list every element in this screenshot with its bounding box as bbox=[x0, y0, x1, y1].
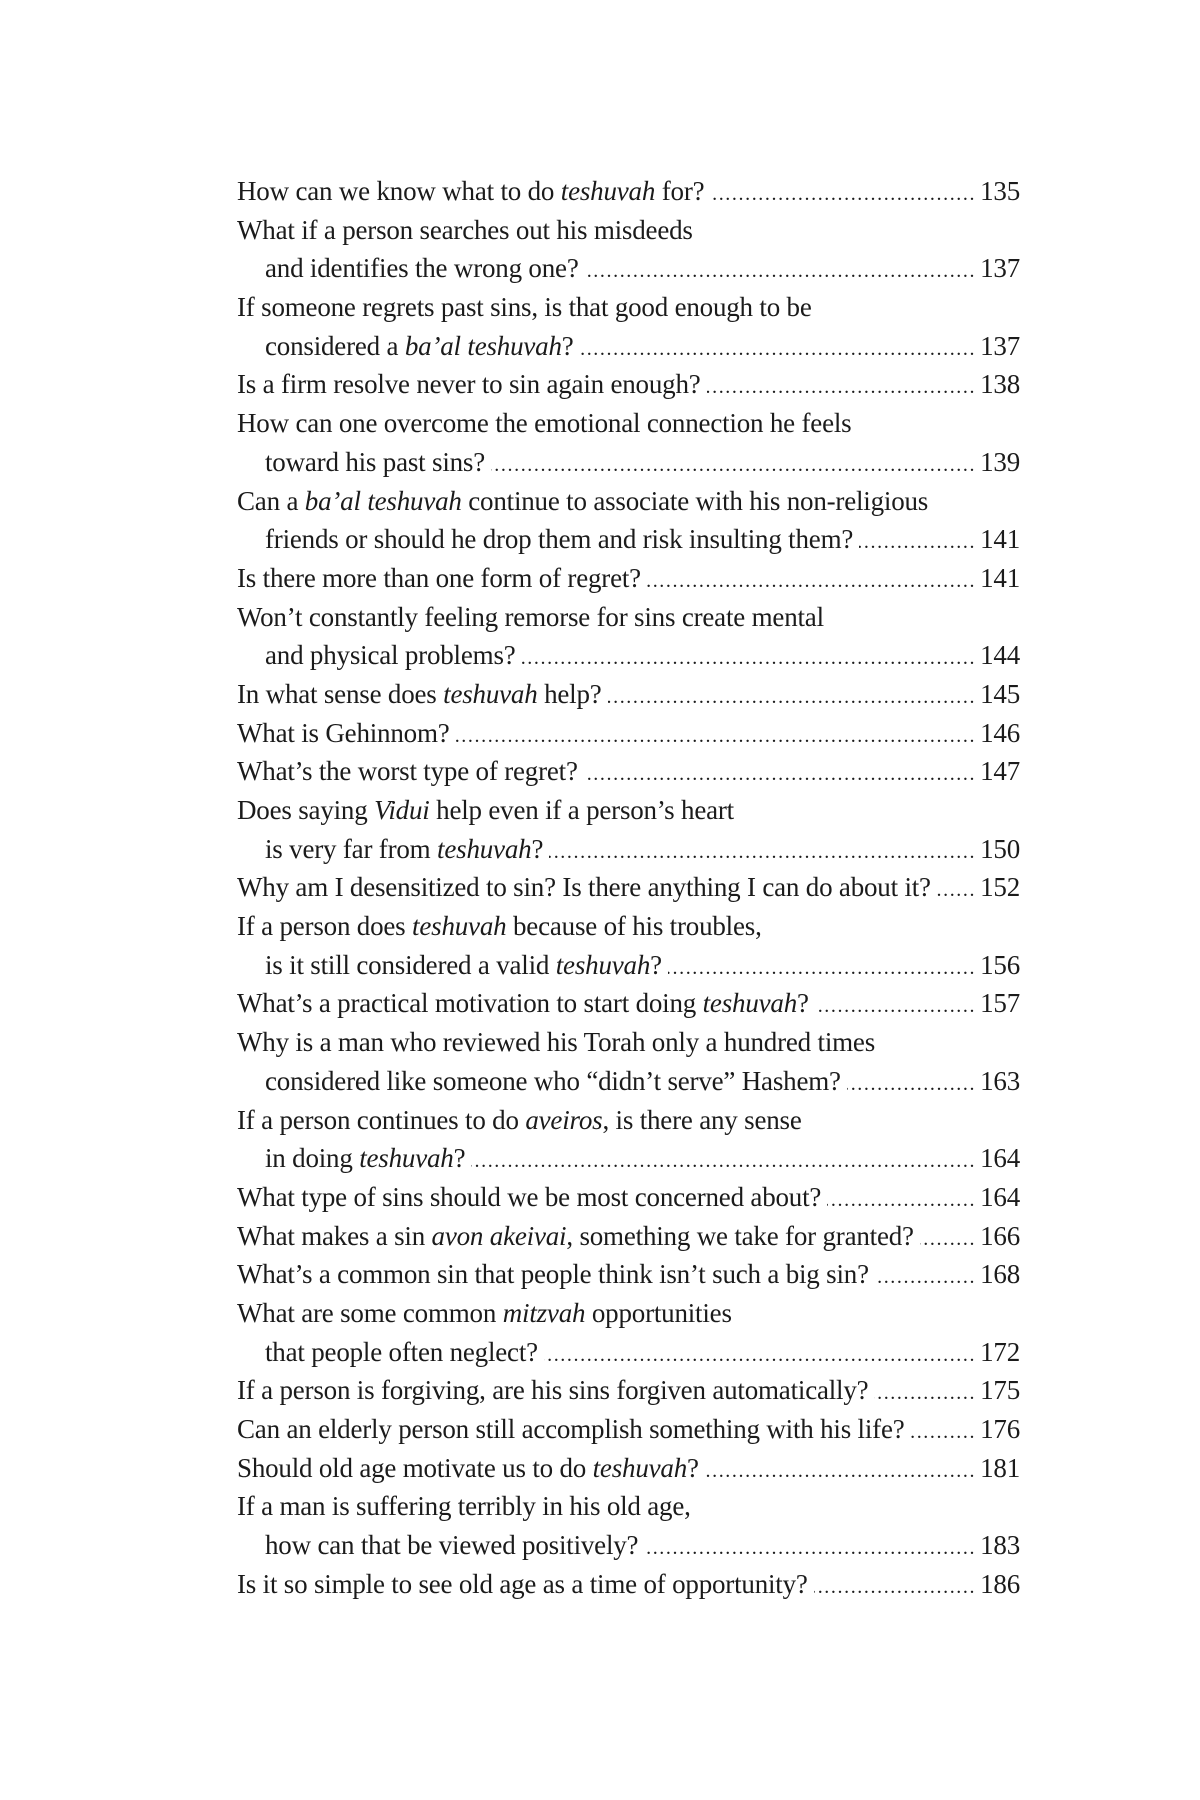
title-text: If a man is suffering terribly in his old age, bbox=[237, 1491, 691, 1522]
title-text: , something we take for granted? bbox=[566, 1220, 914, 1251]
toc-entry-line bbox=[237, 443, 1020, 482]
toc-entry-line bbox=[237, 1294, 1020, 1333]
title-text: is very far from bbox=[265, 833, 438, 864]
toc-entry-title bbox=[265, 1333, 538, 1372]
page-number[interactable]: 157 bbox=[980, 988, 1020, 1019]
toc-entry-title bbox=[265, 830, 543, 869]
title-text: ? bbox=[650, 949, 662, 980]
toc-entry-title bbox=[237, 1023, 875, 1062]
toc-entry[interactable] bbox=[237, 1371, 1020, 1410]
title-text: Can an elderly person still accomplish something with his life? bbox=[237, 1414, 905, 1444]
page-number[interactable]: 137 bbox=[980, 253, 1020, 284]
title-text: continue to associate with his non-religious bbox=[461, 485, 929, 516]
title-text: friends or should he drop them and risk insulting them? bbox=[265, 524, 854, 555]
page-number[interactable]: 181 bbox=[980, 1452, 1020, 1483]
title-text: How can one overcome the emotional connection he feels bbox=[237, 408, 852, 439]
title-text: If a person does bbox=[237, 911, 413, 942]
toc-entry-line bbox=[237, 1178, 1020, 1217]
title-text: considered a bbox=[265, 330, 405, 361]
toc-entry[interactable] bbox=[237, 1217, 1020, 1256]
toc-entry[interactable] bbox=[237, 288, 1020, 365]
dot-leader bbox=[815, 987, 976, 1023]
italic-term: teshuvah bbox=[592, 1452, 688, 1483]
title-text: What’s a common sin that people think isn’t such a big sin? bbox=[237, 1259, 869, 1290]
toc-entry-line bbox=[237, 1565, 1020, 1604]
toc-entry[interactable] bbox=[237, 714, 1020, 753]
title-text: help even if a person’s heart bbox=[429, 795, 734, 825]
dot-leader bbox=[920, 1220, 976, 1256]
page-number[interactable]: 137 bbox=[980, 330, 1020, 361]
italic-term: teshuvah bbox=[702, 988, 798, 1019]
page-number[interactable]: 146 bbox=[980, 717, 1020, 748]
title-text: In what sense does bbox=[237, 678, 444, 709]
page-number[interactable]: 164 bbox=[980, 1143, 1020, 1174]
toc-entry-line bbox=[237, 830, 1020, 869]
dot-leader bbox=[710, 175, 976, 211]
toc-entry[interactable] bbox=[237, 675, 1020, 714]
title-text: What are some common bbox=[237, 1297, 503, 1328]
page-number[interactable]: 168 bbox=[980, 1259, 1020, 1290]
title-text: how can that be viewed positively? bbox=[265, 1530, 639, 1561]
dot-leader bbox=[875, 1258, 976, 1294]
dot-leader bbox=[668, 949, 976, 985]
page-number[interactable]: 141 bbox=[980, 524, 1020, 555]
toc-entry-title bbox=[237, 1371, 868, 1410]
italic-term: ba’al teshuvah bbox=[404, 330, 562, 361]
toc-entry-line bbox=[237, 1487, 1020, 1526]
toc-entry-title bbox=[237, 365, 701, 404]
title-text: ? bbox=[561, 330, 574, 361]
dot-leader bbox=[647, 562, 976, 598]
toc-entry-title bbox=[237, 1487, 691, 1526]
title-text: ? bbox=[797, 988, 809, 1019]
italic-term: Vidui bbox=[374, 795, 430, 825]
title-text: If a person continues to do bbox=[237, 1104, 526, 1135]
italic-term: ba’al teshuvah bbox=[304, 485, 462, 516]
toc-entry[interactable] bbox=[237, 1410, 1020, 1449]
toc-entry-title bbox=[237, 1255, 869, 1294]
page-number[interactable]: 145 bbox=[980, 678, 1020, 709]
toc-entry-line bbox=[237, 1333, 1020, 1372]
dot-leader bbox=[937, 871, 976, 907]
title-text: help? bbox=[537, 678, 602, 709]
page-number[interactable]: 163 bbox=[980, 1065, 1020, 1096]
toc-entry-line bbox=[237, 675, 1020, 714]
toc-entry-line bbox=[237, 482, 1020, 521]
title-text: What type of sins should we be most concerned about? bbox=[237, 1181, 822, 1212]
page-number[interactable]: 156 bbox=[980, 949, 1020, 980]
title-text: If someone regrets past sins, is that good enough to be bbox=[237, 292, 812, 323]
title-text: Is there more than one form of regret? bbox=[237, 562, 641, 593]
toc-entry-line bbox=[237, 984, 1020, 1023]
toc-entry[interactable] bbox=[237, 984, 1020, 1023]
title-text: How can we know what to do bbox=[237, 176, 561, 206]
page-number[interactable]: 141 bbox=[980, 562, 1020, 593]
page-number[interactable]: 172 bbox=[980, 1336, 1020, 1367]
toc-entry[interactable] bbox=[237, 1023, 1020, 1100]
dot-leader bbox=[491, 446, 976, 482]
toc-entry-title bbox=[237, 1101, 802, 1140]
italic-term: teshuvah bbox=[555, 949, 651, 980]
italic-term: teshuvah bbox=[443, 678, 538, 709]
title-text: is it still considered a valid bbox=[265, 949, 556, 980]
page-number[interactable]: 147 bbox=[980, 756, 1020, 787]
toc-entry-title bbox=[237, 172, 704, 211]
toc-entry[interactable] bbox=[237, 1255, 1020, 1294]
toc-entry[interactable] bbox=[237, 1294, 1020, 1371]
dot-leader bbox=[456, 717, 977, 753]
page-number[interactable]: 186 bbox=[980, 1568, 1020, 1599]
toc-entry-line bbox=[237, 327, 1020, 366]
title-text: Is a firm resolve never to sin again enough? bbox=[237, 369, 701, 400]
toc-entry[interactable] bbox=[237, 404, 1020, 481]
toc-entry-line bbox=[237, 1217, 1020, 1256]
page-number[interactable]: 152 bbox=[980, 872, 1020, 903]
toc-entry-line bbox=[237, 1101, 1020, 1140]
toc-entry[interactable] bbox=[237, 365, 1020, 404]
toc-entry-title bbox=[237, 791, 734, 830]
italic-term: mitzvah bbox=[502, 1297, 586, 1328]
title-text: Does saying bbox=[237, 795, 375, 825]
italic-term: teshuvah bbox=[560, 176, 656, 206]
toc-entry-line bbox=[237, 714, 1020, 753]
dot-leader bbox=[874, 1374, 976, 1410]
title-text: ? bbox=[453, 1143, 466, 1174]
toc-entry-title bbox=[265, 1526, 638, 1565]
toc-entry-title bbox=[237, 868, 931, 907]
toc-entry[interactable] bbox=[237, 752, 1020, 791]
toc-entry[interactable] bbox=[237, 1487, 1020, 1564]
toc-entry-line bbox=[237, 752, 1020, 791]
dot-leader bbox=[549, 833, 976, 869]
toc-entry-title bbox=[265, 249, 579, 288]
dot-leader bbox=[814, 1568, 976, 1604]
toc-entry-title bbox=[237, 559, 641, 598]
dot-leader bbox=[608, 678, 977, 714]
toc-entry-title bbox=[237, 1217, 914, 1256]
title-text: Why is a man who reviewed his Torah only a hundred times bbox=[237, 1027, 876, 1058]
toc-entry-line bbox=[237, 636, 1020, 675]
toc-entry-title bbox=[265, 946, 662, 985]
dot-leader bbox=[522, 639, 977, 675]
page-number[interactable]: 138 bbox=[980, 369, 1020, 400]
toc-entry-line bbox=[237, 1449, 1020, 1488]
title-text: toward his past sins? bbox=[265, 446, 486, 477]
toc-entry[interactable] bbox=[237, 1565, 1020, 1604]
toc-entry-line bbox=[237, 172, 1020, 211]
title-text: If a person is forgiving, are his sins forgiven automatically? bbox=[237, 1375, 869, 1406]
title-text: ? bbox=[531, 833, 544, 864]
toc-entry[interactable] bbox=[237, 907, 1020, 984]
toc-entry-title bbox=[265, 520, 853, 559]
dot-leader bbox=[827, 1181, 976, 1217]
toc-entry-line bbox=[237, 868, 1020, 907]
toc-entry-title bbox=[237, 714, 450, 753]
title-text: Is it so simple to see old age as a time of opportunity? bbox=[237, 1568, 808, 1599]
toc-entry-title bbox=[237, 984, 809, 1023]
toc-entry-line bbox=[237, 791, 1020, 830]
toc-entry-line bbox=[237, 1371, 1020, 1410]
toc-entry-line bbox=[237, 520, 1020, 559]
title-text: What’s a practical motivation to start doing bbox=[237, 988, 703, 1019]
dot-leader bbox=[585, 252, 976, 288]
toc-entry-title bbox=[237, 907, 762, 946]
title-text: What is Gehinnom? bbox=[237, 717, 450, 748]
toc-entry-line bbox=[237, 907, 1020, 946]
dot-leader bbox=[847, 1065, 976, 1101]
toc-entry-title bbox=[237, 404, 851, 443]
toc-entry[interactable] bbox=[237, 1101, 1020, 1178]
table-of-contents bbox=[237, 172, 1020, 1603]
toc-entry-line bbox=[237, 211, 1020, 250]
toc-entry[interactable] bbox=[237, 211, 1020, 288]
italic-term: teshuvah bbox=[359, 1143, 454, 1174]
toc-entry-line bbox=[237, 249, 1020, 288]
dot-leader bbox=[859, 523, 976, 559]
toc-entry-title bbox=[265, 443, 485, 482]
toc-entry[interactable] bbox=[237, 1178, 1020, 1217]
title-text: that people often neglect? bbox=[265, 1336, 538, 1367]
toc-entry-line bbox=[237, 365, 1020, 404]
page-number[interactable]: 139 bbox=[980, 446, 1020, 477]
title-text: in doing bbox=[265, 1143, 360, 1174]
toc-entry[interactable] bbox=[237, 172, 1020, 211]
title-text: , is there any sense bbox=[602, 1104, 802, 1135]
dot-leader bbox=[580, 330, 977, 366]
title-text: ? bbox=[687, 1452, 699, 1483]
toc-entry-line bbox=[237, 1139, 1020, 1178]
title-text: What if a person searches out his misdeeds bbox=[237, 214, 693, 245]
title-text: Won’t constantly feeling remorse for sins create mental bbox=[237, 601, 824, 632]
italic-term: aveiros bbox=[525, 1104, 603, 1135]
toc-entry-title bbox=[237, 1410, 905, 1449]
toc-entry-title bbox=[237, 675, 602, 714]
title-text: What’s the worst type of regret? bbox=[237, 756, 578, 787]
toc-entry-title bbox=[237, 482, 928, 521]
toc-entry-line bbox=[237, 1062, 1020, 1101]
toc-entry[interactable] bbox=[237, 868, 1020, 907]
italic-term: teshuvah bbox=[412, 911, 507, 942]
toc-entry[interactable] bbox=[237, 791, 1020, 868]
dot-leader bbox=[544, 1336, 976, 1372]
title-text: and physical problems? bbox=[265, 640, 516, 671]
toc-entry-line bbox=[237, 598, 1020, 637]
page-number[interactable]: 135 bbox=[980, 176, 1020, 206]
dot-leader bbox=[584, 755, 976, 791]
toc-entry[interactable] bbox=[237, 482, 1020, 559]
toc-entry-title bbox=[237, 1565, 808, 1604]
title-text: for? bbox=[655, 176, 705, 206]
page-number[interactable]: 166 bbox=[980, 1220, 1020, 1251]
dot-leader bbox=[471, 1142, 976, 1178]
toc-entry-line bbox=[237, 946, 1020, 985]
toc-entry-line bbox=[237, 288, 1020, 327]
title-text: Why am I desensitized to sin? Is there anything I can do about it? bbox=[237, 872, 931, 903]
toc-entry-line bbox=[237, 1023, 1020, 1062]
title-text: considered like someone who “didn’t serve” Hashem? bbox=[265, 1065, 841, 1096]
italic-term: avon akeivai bbox=[431, 1220, 567, 1251]
toc-entry-title bbox=[237, 752, 578, 791]
toc-entry-title bbox=[265, 1139, 465, 1178]
title-text: opportunities bbox=[585, 1297, 732, 1328]
title-text: What makes a sin bbox=[237, 1220, 432, 1251]
toc-entry-title bbox=[265, 1062, 841, 1101]
dot-leader bbox=[705, 1452, 976, 1488]
page-number[interactable]: 164 bbox=[980, 1181, 1020, 1212]
toc-entry-line bbox=[237, 1410, 1020, 1449]
toc-entry-line bbox=[237, 1526, 1020, 1565]
toc-entry-title bbox=[237, 288, 812, 327]
toc-entry[interactable] bbox=[237, 559, 1020, 598]
italic-term: teshuvah bbox=[437, 833, 532, 864]
toc-entry-line bbox=[237, 1255, 1020, 1294]
toc-entry-title bbox=[265, 636, 516, 675]
toc-entry-title bbox=[237, 211, 693, 250]
page-number[interactable]: 183 bbox=[980, 1530, 1020, 1561]
toc-entry-title bbox=[237, 598, 824, 637]
toc-entry-title bbox=[237, 1294, 732, 1333]
page-number[interactable]: 144 bbox=[980, 640, 1020, 671]
dot-leader bbox=[644, 1529, 976, 1565]
toc-entry-line bbox=[237, 404, 1020, 443]
title-text: Should old age motivate us to do bbox=[237, 1452, 593, 1483]
dot-leader bbox=[911, 1413, 977, 1449]
toc-entry-title bbox=[265, 327, 574, 366]
title-text: Can a bbox=[237, 485, 305, 516]
page-number[interactable]: 175 bbox=[980, 1375, 1020, 1406]
title-text: because of his troubles, bbox=[506, 911, 762, 942]
toc-entry-title bbox=[237, 1449, 699, 1488]
toc-entry[interactable] bbox=[237, 1449, 1020, 1488]
toc-entry[interactable] bbox=[237, 598, 1020, 675]
toc-entry-title bbox=[237, 1178, 821, 1217]
dot-leader bbox=[707, 368, 977, 404]
title-text: and identifies the wrong one? bbox=[265, 253, 579, 284]
page-number[interactable]: 150 bbox=[980, 833, 1020, 864]
toc-entry-line bbox=[237, 559, 1020, 598]
page-number[interactable]: 176 bbox=[980, 1414, 1020, 1444]
